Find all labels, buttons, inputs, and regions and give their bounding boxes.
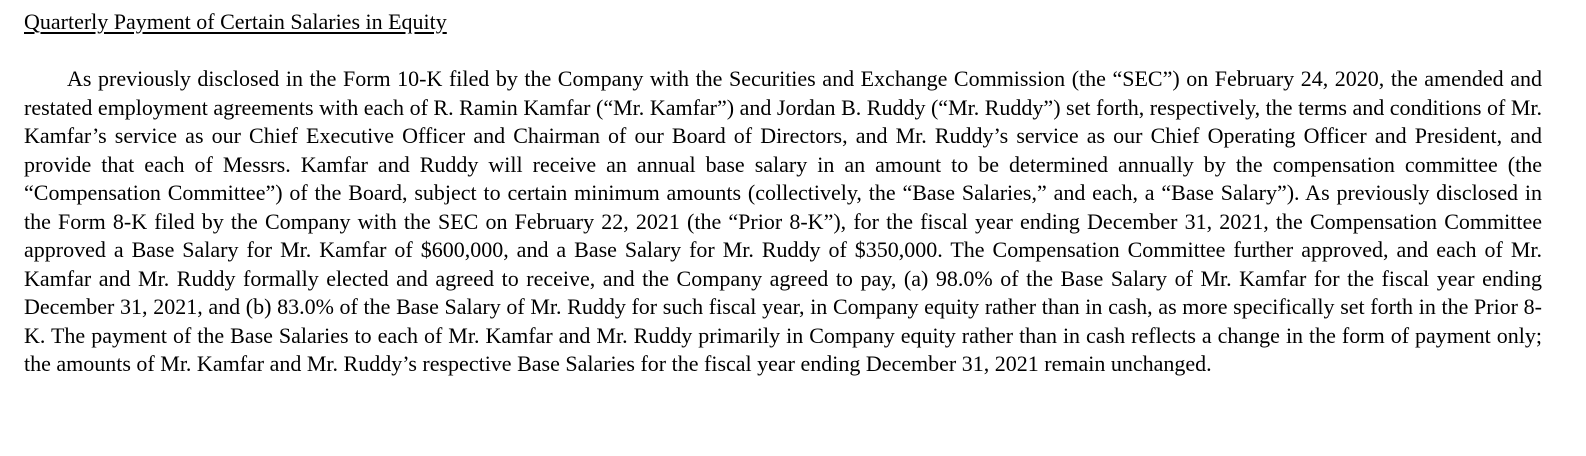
body-paragraph: As previously disclosed in the Form 10-K filed by the Company with the Securities and Exchange Commission (the “SEC”) on February 24, 2020, the amended and restated employment agreements with each of R. Ramin Kamfar (“Mr. Kamfar”) and Jordan B. Ruddy (“Mr. Ruddy”) set forth, respectively, the terms and conditions of Mr. Kamfar’s service as our Chief Executive Officer and Chairman of our Board of Directors, and Mr. Ruddy’s service as our Chief Operating Officer and President, and provide that each of Messrs. Kamfar and Ruddy will receive an annual base salary in an amount to be determined annually by the compensation committee (the “Compensation Committee”) of the Board, subject to certain minimum amounts (collectively, the “Base Salaries,” and each, a “Base Salary”). As previously disclosed in the Form 8-K filed by the Company with the SEC on February 22, 2021 (the “Prior 8-K”), for the fiscal year ending December 31, 2021, the Compensation Committee approved a Base Salary for Mr. Kamfar of $600,000, and a Base Salary for Mr. Ruddy of $350,000. The Compensation Committee further approved, and each of Mr. Kamfar and Mr. Ruddy formally elected and agreed to receive, and the Company agreed to pay, (a) 98.0% of the Base Salary of Mr. Kamfar for the fiscal year ending December 31, 2021, and (b) 83.0% of the Base Salary of Mr. Ruddy for such fiscal year, in Company equity rather than in cash, as more specifically set forth in the Prior 8-K. The payment of the Base Salaries to each of Mr. Kamfar and Mr. Ruddy primarily in Company equity rather than in cash reflects a change in the form of payment only; the amounts of Mr. Kamfar and Mr. Ruddy’s respective Base Salaries for the fiscal year ending December 31, 2021 remain unchanged. — [24, 66, 1542, 376]
section-heading: Quarterly Payment of Certain Salaries in Equity — [24, 9, 447, 34]
document-page — [24, 8, 1542, 379]
